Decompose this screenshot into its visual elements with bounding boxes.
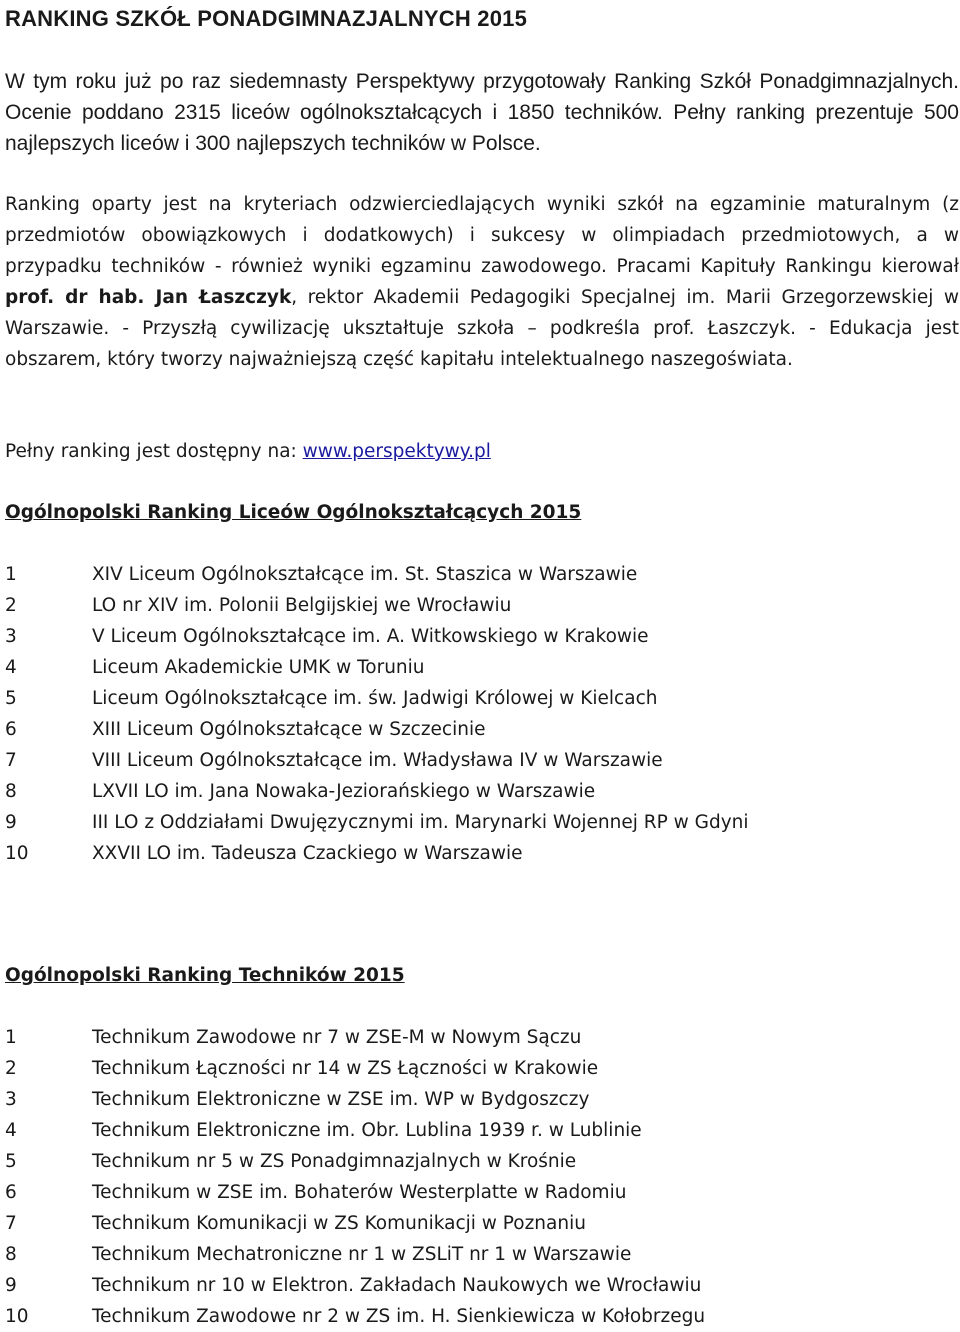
ranking-row [5,1301,959,1332]
school-name: Technikum Elektroniczne im. Obr. Lublina 1939 r. w Lublinie [92,1120,642,1141]
rank-number: 7 [5,750,17,771]
school-name: VIII Liceum Ogólnokształcące im. Władysława IV w Warszawie [92,750,663,771]
rank-number: 9 [5,1275,17,1296]
ranking-row [5,1115,959,1146]
ranking-row [5,776,959,807]
rank-number: 3 [5,1089,17,1110]
school-name: LO nr XIV im. Polonii Belgijskiej we Wrocławiu [92,595,512,616]
school-name: XIII Liceum Ogólnokształcące w Szczecinie [92,719,486,740]
school-name: III LO z Oddziałami Dwujęzycznymi im. Marynarki Wojennej RP w Gdyni [92,812,749,833]
ranking-row [5,1177,959,1208]
criteria-text-before: Ranking oparty jest na kryteriach odzwierciedlających wyniki szkół na egzaminie maturalnym (z przedmiotów obowiązkowych i dodatkowych) i sukcesy w olimpiadach przedmiotowych, a w przypadku techników - również wyniki egzaminu zawodowego. Pracami Kapituły Rankingu kierował [5,194,959,277]
rank-number: 9 [5,812,17,833]
rank-number: 5 [5,1151,17,1172]
rank-number: 6 [5,1182,17,1203]
rank-number: 7 [5,1213,17,1234]
rank-number: 2 [5,595,17,616]
school-name: Liceum Ogólnokształcące im. św. Jadwigi Królowej w Kielcach [92,688,658,709]
rank-number: 6 [5,719,17,740]
school-name: Technikum Komunikacji w ZS Komunikacji w Poznaniu [92,1213,586,1234]
intro-paragraph: W tym roku już po raz siedemnasty Perspektywy przygotowały Ranking Szkół Ponadgimnazjalnych. Ocenie poddano 2315 liceów ogólnokształcących i 1850 techników. Pełny ranking prezentuje 500 najlepszych liceów i 300 najlepszych techników w Polsce. [5,70,959,155]
technikum-ranking-heading: Ogólnopolski Ranking Techników 2015 [5,965,405,986]
availability-line [5,436,959,467]
rank-number: 4 [5,1120,17,1141]
ranking-row [5,621,959,652]
criteria-text-after: , rektor Akademii Pedagogiki Specjalnej im. Marii Grzegorzewskiej w Warszawie. - Przyszłą cywilizację ukształtuje szkoła – podkreśla prof. Łaszczyk. - Edukacja jest obszarem, który tworzy najważniejszą część kapitału intelektualnego naszegoświata. [5,287,959,370]
school-name: Technikum Zawodowe nr 2 w ZS im. H. Sienkiewicza w Kołobrzegu [92,1306,706,1327]
rank-number: 8 [5,1244,17,1265]
ranking-row [5,1022,959,1053]
perspektywy-link[interactable]: www.perspektywy.pl [302,441,491,462]
school-name: Technikum Zawodowe nr 7 w ZSE-M w Nowym Sączu [92,1027,582,1048]
school-name: Technikum Mechatroniczne nr 1 w ZSLiT nr 1 w Warszawie [92,1244,632,1265]
rank-number: 10 [5,843,29,864]
school-name: Liceum Akademickie UMK w Toruniu [92,657,425,678]
ranking-row [5,745,959,776]
ranking-row [5,590,959,621]
rank-number: 3 [5,626,17,647]
ranking-row [5,559,959,590]
ranking-row [5,1239,959,1270]
rank-number: 1 [5,564,17,585]
ranking-row [5,714,959,745]
school-name: Technikum nr 10 w Elektron. Zakładach Naukowych we Wrocławiu [92,1275,702,1296]
rank-number: 10 [5,1306,29,1327]
school-name: Technikum nr 5 w ZS Ponadgimnazjalnych w Krośnie [92,1151,577,1172]
rank-number: 2 [5,1058,17,1079]
ranking-row [5,1053,959,1084]
ranking-row [5,683,959,714]
school-name: XXVII LO im. Tadeusza Czackiego w Warszawie [92,843,523,864]
school-name: V Liceum Ogólnokształcące im. A. Witkowskiego w Krakowie [92,626,649,647]
ranking-row [5,807,959,838]
availability-label: Pełny ranking jest dostępny na: [5,441,303,462]
school-name: Technikum w ZSE im. Bohaterów Westerplatte w Radomiu [92,1182,627,1203]
lyceum-ranking-heading: Ogólnopolski Ranking Liceów Ogólnokształcących 2015 [5,502,582,523]
ranking-row [5,838,959,869]
lyceum-ranking-list [5,559,959,869]
rank-number: 8 [5,781,17,802]
rank-number: 5 [5,688,17,709]
school-name: Technikum Łączności nr 14 w ZS Łączności w Krakowie [92,1058,599,1079]
rank-number: 4 [5,657,17,678]
ranking-row [5,1208,959,1239]
ranking-row [5,1146,959,1177]
ranking-row [5,1084,959,1115]
chair-name: prof. dr hab. Jan Łaszczyk [5,287,292,308]
criteria-paragraph [5,189,959,375]
rank-number: 1 [5,1027,17,1048]
page-title: RANKING SZKÓŁ PONADGIMNAZJALNYCH 2015 [5,6,528,31]
ranking-row [5,652,959,683]
technikum-ranking-list [5,1022,959,1332]
school-name: LXVII LO im. Jana Nowaka-Jeziorańskiego w Warszawie [92,781,596,802]
school-name: Technikum Elektroniczne w ZSE im. WP w Bydgoszczy [92,1089,590,1110]
school-name: XIV Liceum Ogólnokształcące im. St. Staszica w Warszawie [92,564,638,585]
ranking-row [5,1270,959,1301]
